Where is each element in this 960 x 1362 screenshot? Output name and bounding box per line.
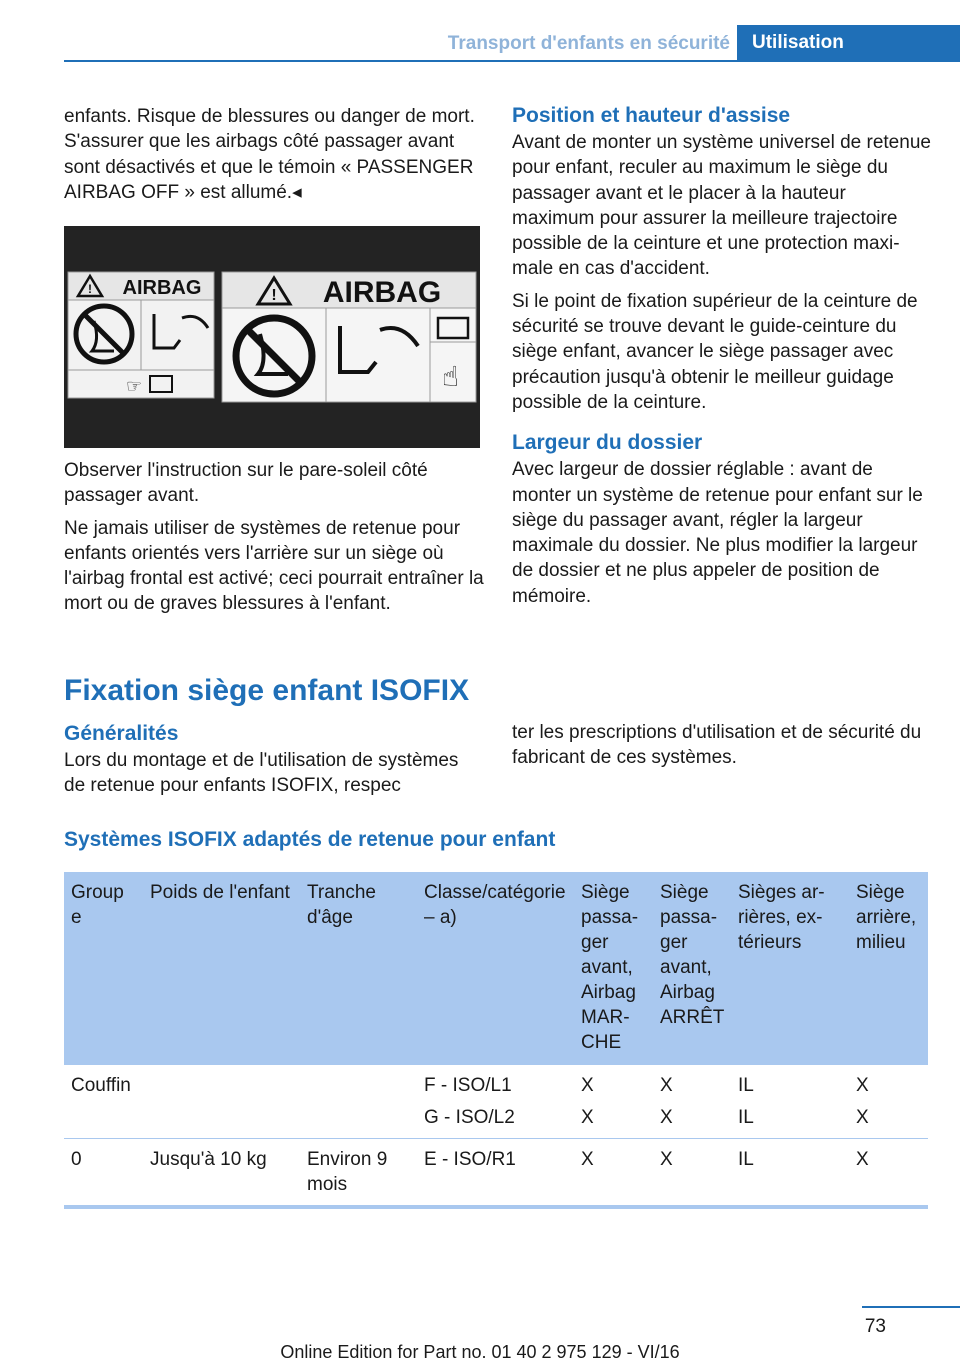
cell-text: E - ISO/R1 (424, 1149, 516, 1170)
table-cell (300, 1065, 417, 1139)
general-text-right: ter les prescriptions d'utilisation et de sécurité du fabricant de ces systèmes. (512, 722, 922, 769)
table-cell (653, 1139, 731, 1208)
cell-text: X (581, 1075, 594, 1096)
rear-facing-warning-text: Ne jamais utiliser de systèmes de retenue pour enfants orientés vers l'arrière sur un siège où l'airbag frontal est activé; ceci pourrait entraîner la mort ou de graves blessures à l'enfant. (64, 517, 484, 615)
header-section-title: Transport d'enfants en sécurité (447, 33, 730, 54)
airbag-label-illustration (64, 226, 480, 448)
heading-general: Généralités (64, 722, 179, 745)
table-cell (64, 1139, 143, 1208)
cell-text: X (660, 1107, 673, 1128)
cell-text: X (660, 1149, 673, 1170)
left-column-bottom (64, 458, 484, 624)
cell-text: Environ 9 mois (307, 1149, 388, 1195)
table-cell (300, 1139, 417, 1208)
cell-text: Jusqu'à 10 kg (150, 1149, 267, 1170)
table-cell (731, 1065, 849, 1139)
heading-seat-position: Position et hauteur d'assise (512, 104, 791, 127)
cell-text: Couffin (71, 1075, 131, 1096)
seat-position-text-1: Avant de monter un système universel de retenue pour enfant, reculer au maximum le siège du passager avant et le placer à la hauteur maximum pour assurer la meilleure trajectoire possible de la ceinture et une protection maximale en cas d'accident. (512, 132, 931, 280)
table-row (64, 1139, 928, 1208)
table-cell (574, 1065, 653, 1139)
table-header-cell: Poids de l'enfant (143, 872, 300, 1065)
hand-pointer-large-icon: ☝ (442, 360, 460, 393)
page-number: 73 (864, 1316, 886, 1337)
right-column (512, 102, 932, 616)
table-header-cell: Group e (64, 872, 143, 1065)
table-cell (574, 1139, 653, 1208)
table-header-cell: Siège arrière, milieu (849, 872, 928, 1065)
seat-position-text-2: Si le point de fixation supérieur de la ceinture de sécurité se trouve devant le guide-ceinture du siège enfant, avancer le siège passager avec précaution jusqu'à obtenir le meilleur guidage possible de la ceinture. (512, 290, 918, 413)
table-cell (64, 1065, 143, 1139)
cell-text: X (581, 1107, 594, 1128)
cell-text: X (856, 1149, 869, 1170)
table-cell (143, 1139, 300, 1208)
general-left (64, 720, 484, 806)
cell-text: F - ISO/L1 (424, 1075, 512, 1096)
table-cell (417, 1065, 574, 1139)
table-header-cell: Classe/catégorie – a) (417, 872, 574, 1065)
general-text-left: Lors du montage et de l'utilisation de systèmes de retenue pour enfants ISOFIX, respec (64, 750, 459, 797)
cell-text: X (660, 1075, 673, 1096)
cell-text: IL (738, 1107, 754, 1128)
isofix-table-title: Systèmes ISOFIX adaptés de retenue pour enfant (64, 828, 556, 851)
cell-text: X (581, 1149, 594, 1170)
cell-text: IL (738, 1075, 754, 1096)
airbag-label-large: AIRBAG (322, 276, 442, 309)
header-chapter-tab: Utilisation (737, 25, 960, 61)
airbag-warning-label-figure (64, 226, 480, 448)
airbag-label-small: AIRBAG (122, 277, 202, 299)
footer-edition-text: Online Edition for Part no. 01 40 2 975 129 - VI/16 (280, 1342, 680, 1362)
backrest-width-text: Avec largeur de dossier réglable : avant de monter un système de retenue pour enfant sur le siège du passager avant, régler la largeur maximale du dossier. Ne plus modifier la largeur de dossier et ne plus appeler de position de mémoire. (512, 459, 923, 607)
cell-text: 0 (71, 1149, 82, 1170)
hand-pointer-icon: ☞ (126, 376, 143, 397)
table-row (64, 1065, 928, 1139)
cell-text: X (856, 1107, 869, 1128)
table-header-row (64, 872, 928, 1065)
table-header-cell: Siège passager avant, Airbag MARCHE (574, 872, 653, 1065)
table-cell (143, 1065, 300, 1139)
table-cell (849, 1139, 928, 1208)
table-cell (849, 1065, 928, 1139)
isofix-table (64, 872, 928, 1209)
isofix-section-title: Fixation siège enfant ISOFIX (64, 674, 470, 707)
sunvisor-instruction-text: Observer l'instruction sur le pare-soleil côté passager avant. (64, 460, 428, 507)
header-divider (64, 60, 960, 62)
page-number-divider (862, 1306, 960, 1308)
table-cell (417, 1139, 574, 1208)
cell-text: X (856, 1075, 869, 1096)
cell-text: IL (738, 1149, 754, 1170)
table-cell (653, 1065, 731, 1139)
table-header-cell: Tranche d'âge (300, 872, 417, 1065)
cell-text: G - ISO/L2 (424, 1107, 515, 1128)
table-cell (731, 1139, 849, 1208)
table-header-cell: Siège passager avant, Airbag ARRÊT (653, 872, 731, 1065)
left-column-top (64, 104, 484, 212)
svg-text:!: ! (271, 287, 277, 304)
svg-text:!: ! (88, 282, 92, 296)
general-right (512, 720, 932, 778)
heading-backrest-width: Largeur du dossier (512, 431, 703, 455)
warning-text: enfants. Risque de blessures ou danger de mort. S'assurer que les airbags côté passager avant sont désactivés et que le témoin « PASSENGER AIRBAG OFF » est allumé.◂ (64, 106, 475, 203)
table-header-cell: Sièges arrières, extérieurs (731, 872, 849, 1065)
